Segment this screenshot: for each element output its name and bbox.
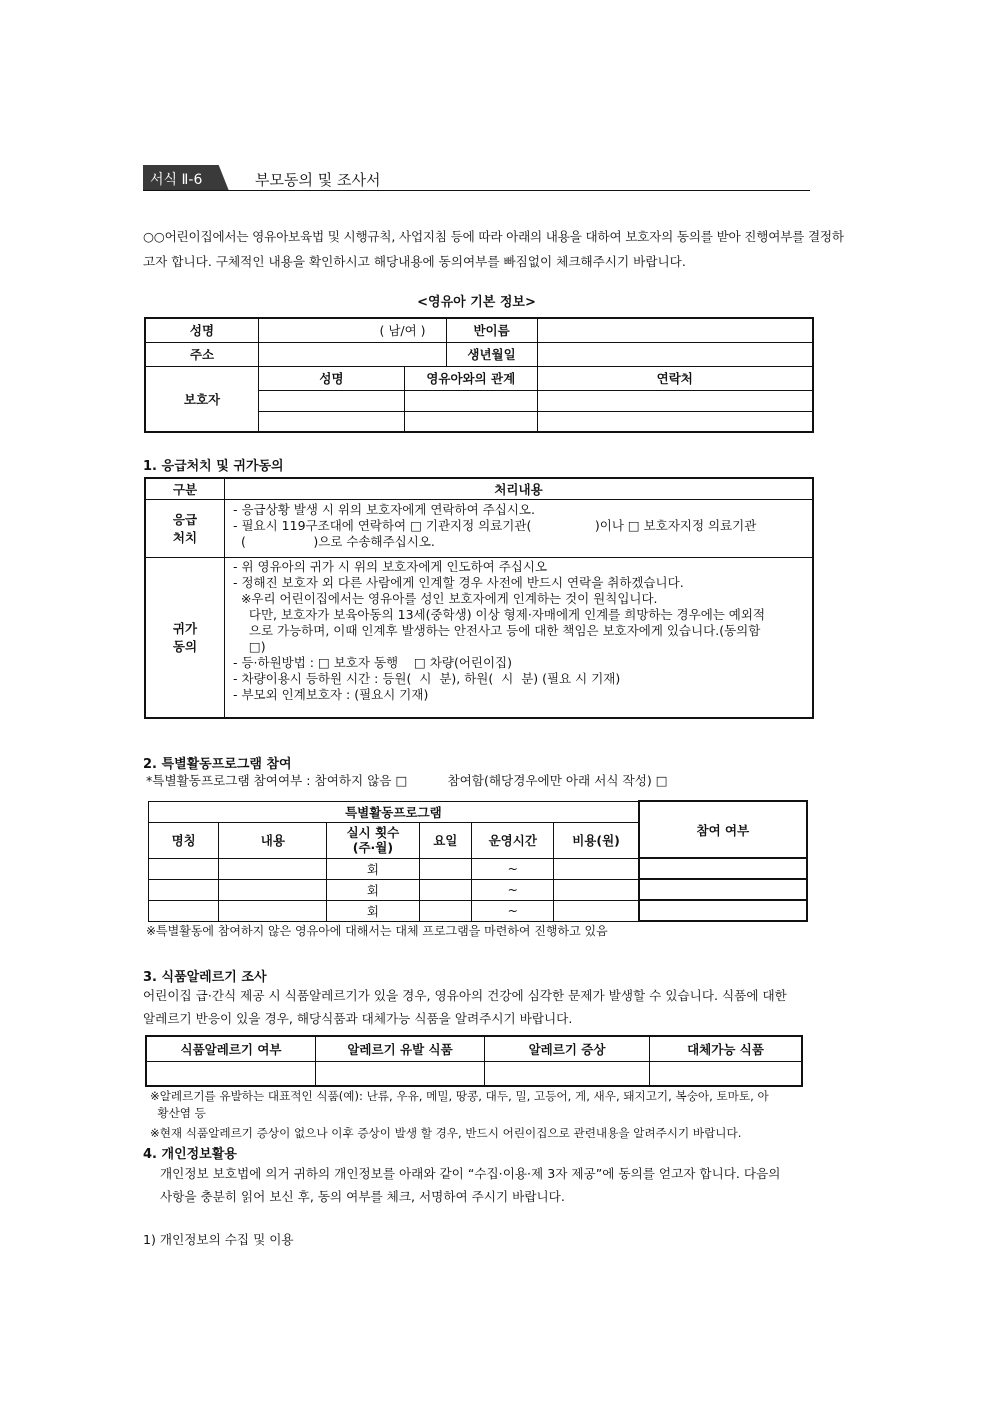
guardian-label: 보호자: [145, 366, 259, 432]
table-cell[interactable]: [149, 879, 219, 900]
class-field[interactable]: [537, 318, 813, 342]
special-program-note: ※특별활동에 참여하지 않은 영유아에 대해서는 대체 프로그램을 마련하여 진행하고 있음: [146, 924, 608, 938]
guardian-relation-field[interactable]: [405, 390, 538, 411]
basic-info-title: <영유아 기본 정보>: [417, 295, 536, 310]
privacy-line-1: 개인정보 보호법에 의거 귀하의 개인정보를 아래와 같이 “수집·이용·제 3자 제공”에 동의를 얻고자 합니다. 다음의: [160, 1166, 781, 1181]
table-cell[interactable]: [554, 900, 639, 921]
col-name: 명칭: [149, 822, 219, 858]
participation-cell[interactable]: [639, 900, 807, 921]
intro-line-2: 고자 합니다. 구체적인 내용을 확인하시고 해당내용에 동의여부를 빠짐없이 체크해주시기 바랍니다.: [143, 254, 686, 269]
allergy-line-1: 어린이집 급·간식 제공 시 식품알레르기가 있을 경우, 영유아의 건강에 심각한 문제가 발생할 수 있습니다. 식품에 대한: [143, 988, 787, 1003]
section-1-title: 1. 응급처치 및 귀가동의: [143, 459, 284, 474]
col-cost: 비용(원): [554, 822, 639, 858]
address-field[interactable]: [259, 342, 447, 366]
table-cell[interactable]: [419, 900, 472, 921]
allergy-yn-field[interactable]: [146, 1061, 316, 1086]
guardian-relation-header: 영유아와의 관계: [405, 366, 538, 390]
table-cell[interactable]: [554, 879, 639, 900]
birth-field[interactable]: [537, 342, 813, 366]
participation-header: 참여 여부: [639, 801, 807, 858]
basic-info-table: [144, 317, 814, 433]
col-frequency: 실시 횟수 (주·월): [327, 822, 419, 858]
emergency-line[interactable]: - 필요시 119구조대에 연락하여 □ 기관지정 의료기관( )이나 □ 보호자지정 의료기관: [233, 517, 757, 533]
frequency-cell[interactable]: 회: [327, 879, 419, 900]
emergency-line[interactable]: ( )으로 수송해주십시오.: [233, 533, 435, 549]
guardian-name-field[interactable]: [259, 390, 405, 411]
emergency-label: 응급 처치: [145, 499, 225, 557]
time-cell[interactable]: ~: [472, 900, 554, 921]
pickup-method-line[interactable]: - 등·하원방법 : □ 보호자 동행 □ 차량(어린이집): [233, 654, 513, 670]
class-label: 반이름: [446, 318, 537, 342]
participation-cell[interactable]: [639, 879, 807, 900]
privacy-sub-1: 1) 개인정보의 수집 및 이용: [143, 1232, 294, 1247]
allergy-symptom-field[interactable]: [485, 1061, 650, 1086]
home-line: - 위 영유아의 귀가 시 위의 보호자에게 인도하여 주십시오: [233, 558, 548, 574]
other-guardian-line[interactable]: - 부모외 인계보호자 : (필요시 기재): [233, 686, 429, 702]
allergy-line-2: 알레르기 반응이 있을 경우, 해당식품과 대체가능 식품을 알려주시기 바랍니다.: [143, 1011, 573, 1026]
form-title: 부모동의 및 조사서: [255, 171, 381, 189]
home-consent-content: [225, 557, 814, 718]
home-line: - 정해진 보호자 외 다른 사람에게 인계할 경우 사전에 반드시 연락을 취하겠습니다.: [233, 574, 684, 590]
substitute-food-field[interactable]: [650, 1061, 803, 1086]
name-label: 성명: [145, 318, 259, 342]
special-program-header: 특별활동프로그램: [149, 801, 639, 822]
home-consent-label: 귀가 동의: [145, 557, 225, 718]
guardian-contact-field[interactable]: [537, 411, 813, 432]
section-4-title: 4. 개인정보활용: [143, 1147, 237, 1162]
frequency-cell[interactable]: 회: [327, 900, 419, 921]
guardian-contact-header: 연락처: [537, 366, 813, 390]
allergy-food-field[interactable]: [316, 1061, 485, 1086]
home-line: ※우리 어린이집에서는 영유아를 성인 보호자에게 인계하는 것이 원칙입니다.: [233, 590, 658, 606]
home-line: 다만, 보호자가 보육아동의 13세(중학생) 이상 형제·자매에게 인계를 희망하는 경우에는 예외적: [233, 606, 766, 622]
table-cell[interactable]: [419, 858, 472, 879]
allergy-table: [145, 1035, 803, 1087]
col-substitute-food: 대체가능 식품: [650, 1036, 803, 1061]
intro-line-1: ○○어린이집에서는 영유아보육법 및 시행규칙, 사업지침 등에 따라 아래의 내용을 대하여 보호자의 동의를 받아 진행여부를 결정하: [143, 229, 844, 244]
vehicle-time-line[interactable]: - 차량이용시 등하원 시간 : 등원( 시 분), 하원( 시 분) (필요 시 기재): [233, 670, 621, 686]
col-allergy-yn: 식품알레르기 여부: [146, 1036, 316, 1061]
time-cell[interactable]: ~: [472, 858, 554, 879]
participation-cell[interactable]: [639, 858, 807, 879]
emergency-table: [144, 477, 814, 719]
birth-label: 생년월일: [446, 342, 537, 366]
allergy-note-3: ※현재 식품알레르기 증상이 없으나 이후 증상이 발생 할 경우, 반드시 어린이집으로 관련내용을 알려주시기 바랍니다.: [150, 1126, 742, 1140]
guardian-contact-field[interactable]: [537, 390, 813, 411]
home-line: 으로 가능하며, 이때 인계후 발생하는 안전사고 등에 대한 책임은 보호자에게 있습니다.(동의함: [233, 622, 761, 638]
col-allergy-symptom: 알레르기 증상: [485, 1036, 650, 1061]
col-category: 구분: [145, 478, 225, 499]
table-cell[interactable]: [419, 879, 472, 900]
home-consent-checkbox[interactable]: □): [233, 638, 266, 654]
col-day: 요일: [419, 822, 472, 858]
col-allergy-food: 알레르기 유발 식품: [316, 1036, 485, 1061]
header-rule: [143, 190, 810, 191]
col-time: 운영시간: [472, 822, 554, 858]
table-cell[interactable]: [554, 858, 639, 879]
allergy-note-2: 황산염 등: [150, 1106, 206, 1120]
time-cell[interactable]: ~: [472, 879, 554, 900]
table-cell[interactable]: [219, 858, 327, 879]
form-code: 서식 Ⅱ-6: [150, 172, 203, 188]
special-program-question[interactable]: *특별활동프로그램 참여여부 : 참여하지 않음 □ 참여함(해당경우에만 아래 서식 작성) □: [146, 773, 668, 788]
guardian-name-field[interactable]: [259, 411, 405, 432]
table-cell[interactable]: [219, 879, 327, 900]
section-2-title: 2. 특별활동프로그램 참여: [143, 757, 292, 772]
section-3-title: 3. 식품알레르기 조사: [143, 970, 267, 985]
col-content: 처리내용: [225, 478, 814, 499]
frequency-cell[interactable]: 회: [327, 858, 419, 879]
emergency-content: [225, 499, 814, 557]
emergency-line: - 응급상황 발생 시 위의 보호자에게 연락하여 주십시오.: [233, 501, 535, 517]
table-cell[interactable]: [149, 858, 219, 879]
gender-field[interactable]: ( 남/여 ): [259, 318, 447, 342]
allergy-note-1: ※알레르기를 유발하는 대표적인 식품(예): 난류, 우유, 메밀, 땅콩, 대두, 밀, 고등어, 게, 새우, 돼지고기, 복숭아, 토마토, 아: [150, 1089, 769, 1103]
col-content: 내용: [219, 822, 327, 858]
guardian-name-header: 성명: [259, 366, 405, 390]
guardian-relation-field[interactable]: [405, 411, 538, 432]
table-cell[interactable]: [149, 900, 219, 921]
address-label: 주소: [145, 342, 259, 366]
table-cell[interactable]: [219, 900, 327, 921]
special-program-table: [148, 800, 808, 922]
privacy-line-2: 사항을 충분히 읽어 보신 후, 동의 여부를 체크, 서명하여 주시기 바랍니다.: [160, 1189, 565, 1204]
